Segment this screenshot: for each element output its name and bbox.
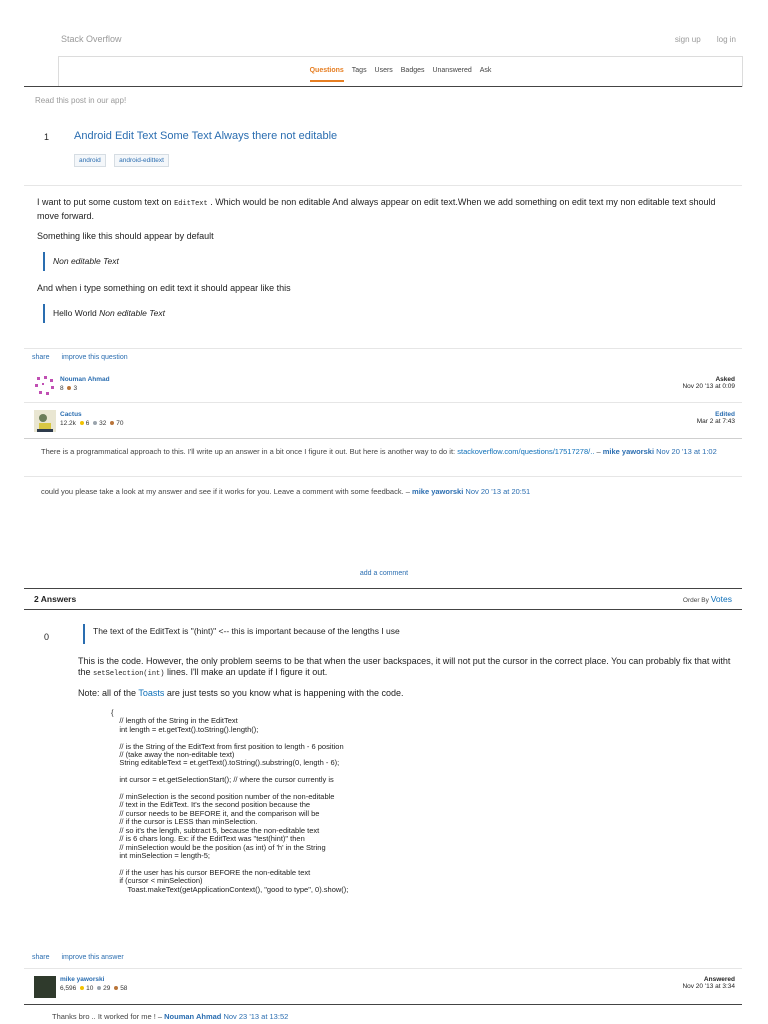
read-in-app-link[interactable]: Read this post in our app! [35,96,127,105]
inline-code: setSelection(int) [93,670,165,678]
share-link[interactable]: share [32,954,50,961]
answer-paragraph: Note: all of the Toasts are just tests so you know what is happening with the code. [78,687,404,698]
editor-name[interactable]: Cactus [60,411,82,418]
answer-paragraph: This is the code. However, the only problem seems to be that when the user backspaces, it will not put the cursor in the correct place. You can probably fix that witht the setSelection(int) lines. I'll make an update if I figure it out. [78,655,731,678]
comment-user[interactable]: Nouman Ahmad [164,1012,222,1021]
comment-link[interactable]: stackoverflow.com/questions/17517278/.. [457,447,595,456]
improve-question-link[interactable]: improve this question [61,354,128,361]
asker-name[interactable]: Nouman Ahmad [60,376,110,383]
code-block: { // length of the String in the EditText int length = et.getText().toString().length(); // is the String of the EditText from first position to length - 6 position // (take away the non-editable text) String editableText = et.getText().toString().substring(0, length - 6); int cursor = et.getSelectionStart(); // where the cursor currently is // minSelection is the second position number of the non-editable // text in the EditText. It's the second position because the // cursor needs to be BEFORE it, and the comparison will be // if the cursor is LESS than minSelection. // so it's the length, subtract 5, because the non-editable text // is 6 chars long. Ex: if the EditText was "test(hint)" then // minSelection would be the position (as int) of 'h' in the String int minSelection = length-5; // if the user has his cursor BEFORE the non-editable text if (cursor < minSelection) Toast.makeText(getApplicationContext(), "good to type", 0).show(); [111,709,349,894]
add-comment-link[interactable]: add a comment [359,570,409,577]
comment: could you please take a look at my answer and see if it works for you. Leave a comment with some feedback. – mike yaworski Nov 20 '13 at 20:51 [41,487,531,496]
divider [24,185,742,186]
divider [24,348,742,349]
nav-unanswered[interactable]: Unanswered [432,67,472,74]
divider [24,1004,742,1005]
answered-info: Answered Nov 20 '13 at 3:34 [682,976,735,990]
gold-badge-icon [80,421,84,425]
answers-header [24,588,742,610]
nav-questions[interactable]: Questions [310,67,344,82]
bronze-badge-icon [114,986,118,990]
question-paragraph: And when i type something on edit text it should appear like this [37,283,291,293]
asker-avatar[interactable] [34,375,56,397]
asked-info: Asked Nov 20 '13 at 0:09 [682,376,735,390]
editor-avatar[interactable] [34,410,56,432]
tag-android[interactable]: android [74,154,106,167]
bronze-badge-icon [110,421,114,425]
blockquote: The text of the EditText is "(hint)" <-- this is important because of the lengths I use [83,624,738,644]
answerer-name[interactable]: mike yaworski [60,976,105,983]
nav-badges[interactable]: Badges [400,67,425,74]
nav-ask[interactable]: Ask [479,67,492,74]
login-link[interactable]: log in [716,35,736,44]
divider [24,968,742,969]
divider [24,438,742,439]
nav-tags[interactable]: Tags [351,67,367,74]
question-actions [32,354,138,361]
answerer-reputation: 6,596 10 29 58 [60,985,128,992]
comment: There is a programmatical approach to this. I'll write up an answer in a bit once I figure it out. But here is another way to do it: stackoverflow.com/questions/17517278/.. – mike yaworski Nov 20 '13 at 1:02 [41,447,717,456]
divider [24,402,742,403]
comment-user[interactable]: mike yaworski [412,487,464,496]
order-by: Order By Votes [682,594,732,604]
nav-divider [24,86,742,87]
bronze-badge-icon [67,386,71,390]
share-link[interactable]: share [32,354,50,361]
question-paragraph: I want to put some custom text on EditText . Which would be non editable And always appear on edit text.When we add something on edit text my non editable text should move forward. [37,197,716,221]
gold-badge-icon [80,986,84,990]
question-tags [74,149,173,167]
comment-user[interactable]: mike yaworski [602,447,655,456]
comment-date[interactable]: Nov 20 '13 at 20:51 [465,487,531,496]
blockquote: Non editable Text [43,252,732,272]
comment-date[interactable]: Nov 20 '13 at 1:02 [656,447,717,456]
inline-code: EditText [174,200,208,208]
signup-link[interactable]: sign up [674,35,701,44]
answer-count: 2 Answers [34,594,77,604]
answer-body [78,624,738,921]
order-by-select[interactable]: Votes [710,594,732,604]
nav-users[interactable]: Users [374,67,393,74]
tag-android-edittext[interactable]: android-edittext [114,154,169,167]
question-title[interactable]: Android Edit Text Some Text Always there not editable [74,130,338,142]
auth-links [661,35,736,44]
site-brand[interactable]: Stack Overflow [61,34,122,44]
improve-answer-link[interactable]: improve this answer [61,954,124,961]
comment: Thanks bro .. It worked for me ! – Nouman Ahmad Nov 23 '13 at 13:52 [52,1012,289,1021]
main-nav [58,56,743,87]
blockquote: Hello World Non editable Text [43,304,732,324]
edited-info: Edited Mar 2 at 7:43 [696,411,735,425]
answerer-avatar[interactable] [34,976,56,998]
editor-reputation: 12.2k 6 32 70 [60,420,124,427]
silver-badge-icon [93,421,97,425]
asker-reputation: 8 3 [60,385,78,392]
question-vote-count: 1 [44,132,50,142]
top-bar [0,0,768,56]
divider [24,476,742,477]
comment-date[interactable]: Nov 23 '13 at 13:52 [223,1012,289,1021]
question-paragraph: Something like this should appear by default [37,231,214,241]
silver-badge-icon [97,986,101,990]
answer-vote-count: 0 [44,632,50,642]
question-body [37,197,732,335]
answer-actions [32,954,134,961]
toasts-link[interactable]: Toasts [138,687,165,698]
